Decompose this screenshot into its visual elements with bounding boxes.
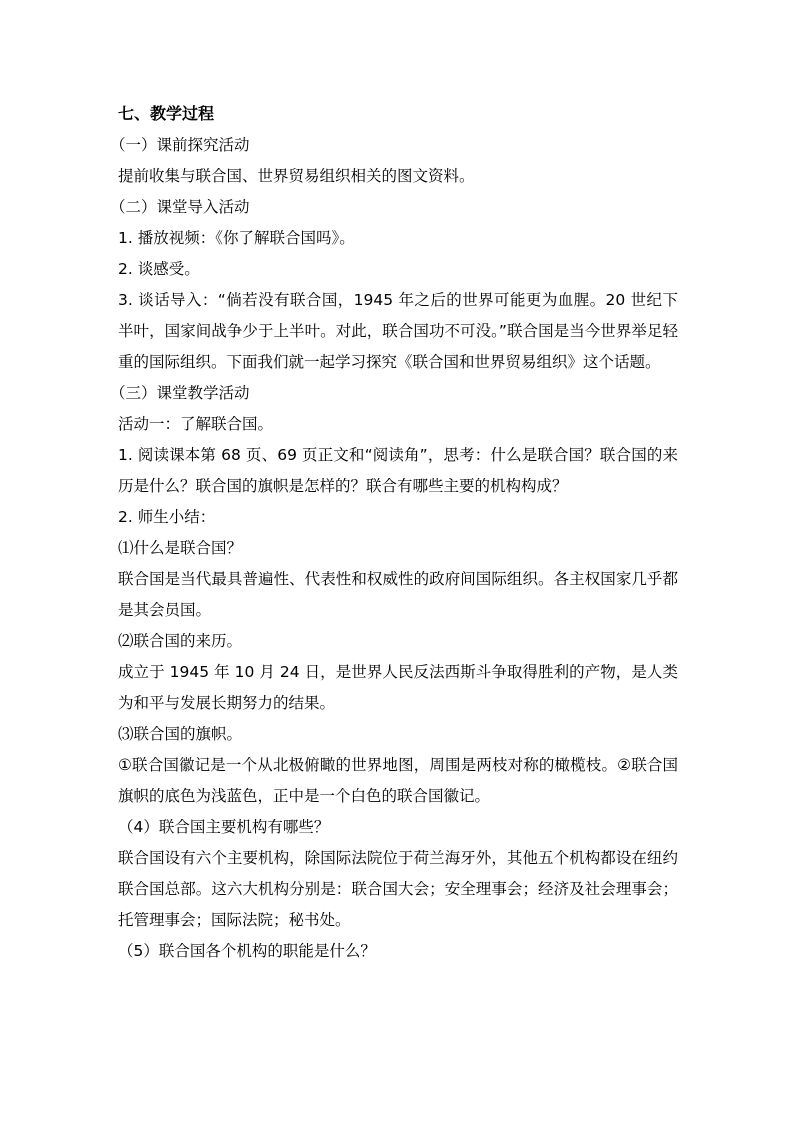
paragraph: 联合国是当代最具普遍性、代表性和权威性的政府间国际组织。各主权国家几乎都是其会员国。 [118,570,678,619]
subsection-title: （三）课堂教学活动 [110,384,250,402]
subsection-title: （一）课前探究活动 [110,136,250,154]
subsection-title: （二）课堂导入活动 [110,198,250,216]
paragraph: ①联合国徽记是一个从北极俯瞰的世界地图，周围是两枝对称的橄榄枝。②联合国旗帜的底色为浅蓝色，正中是一个白色的联合国徽记。 [118,756,678,805]
list-item: 1. 播放视频：《你了解联合国吗》。 [118,229,355,247]
question-heading: （5）联合国各个机构的职能是什么？ [118,942,376,960]
document-page [110,98,678,967]
list-item: 2. 师生小结： [118,508,216,526]
question-heading: （4）联合国主要机构有哪些？ [118,818,330,836]
list-item: 1. 阅读课本第 68 页、69 页正文和“阅读角”，思考：什么是联合国？联合国的来历是什么？联合国的旗帜是怎样的？联合有哪些主要的机构构成？ [118,446,678,495]
paragraph: 成立于 1945 年 10 月 24 日，是世界人民反法西斯斗争取得胜利的产物，是人类为和平与发展长期努力的结果。 [118,663,678,712]
question-heading: ⑶联合国的旗帜。 [118,725,243,743]
activity-title: 活动一：了解联合国。 [118,415,274,433]
question-heading: ⑴什么是联合国？ [118,539,243,557]
paragraph: 联合国设有六个主要机构，除国际法院位于荷兰海牙外，其他五个机构都设在纽约联合国总部。这六大机构分别是：联合国大会；安全理事会；经济及社会理事会；托管理事会；国际法院；秘书处。 [118,849,678,929]
section-heading: 七、教学过程 [118,104,215,123]
question-heading: ⑵联合国的来历。 [118,632,243,650]
list-item: 3. 谈话导入：“倘若没有联合国，1945 年之后的世界可能更为血腥。20 世纪下半叶，国家间战争少于上半叶。对此，联合国功不可没。”联合国是当今世界举足轻重的国际组织。下面我们就一起学习探究《联合国和世界贸易组织》这个话题。 [118,291,678,371]
paragraph: 提前收集与联合国、世界贸易组织相关的图文资料。 [118,167,475,185]
list-item: 2. 谈感受。 [118,260,200,278]
